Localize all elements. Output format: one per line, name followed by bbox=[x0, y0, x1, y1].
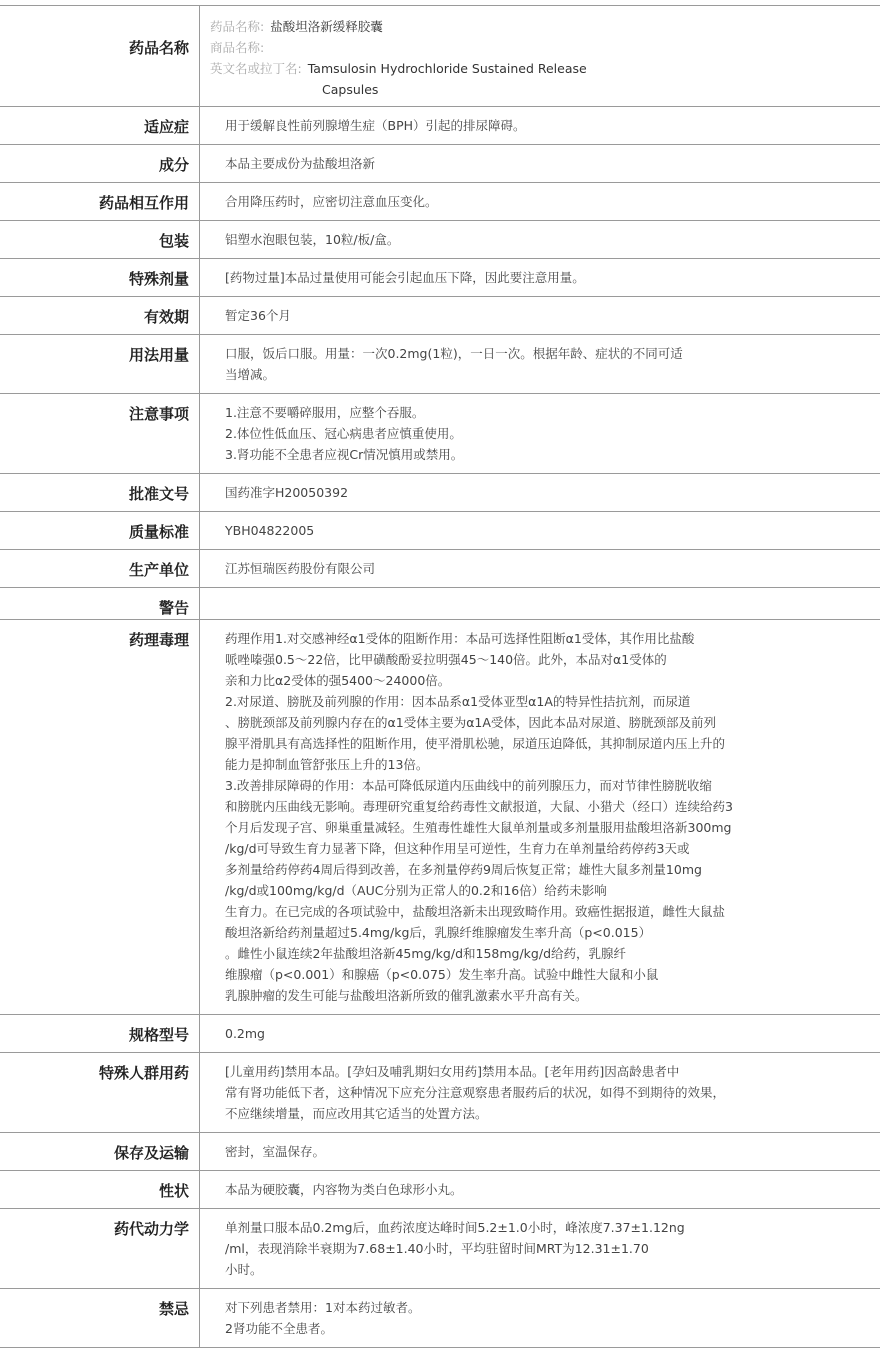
row-label: 注意事项 bbox=[0, 394, 200, 473]
row-label: 成分 bbox=[0, 145, 200, 182]
row-pharmacology bbox=[0, 620, 880, 1015]
row-drug-name bbox=[0, 6, 880, 107]
row-value bbox=[200, 145, 880, 182]
row-label: 规格型号 bbox=[0, 1015, 200, 1052]
row-value bbox=[200, 6, 880, 106]
row-value bbox=[200, 1289, 880, 1347]
row-overdose bbox=[0, 259, 880, 297]
row-value bbox=[200, 107, 880, 144]
value-line: 。雌性小鼠连续2年盐酸坦洛新45mg/kg/d和158mg/kg/d给药，乳腺纤 bbox=[225, 946, 627, 961]
value-line: 铝塑水泡眼包装，10粒/板/盒。 bbox=[225, 232, 400, 247]
value-line: 单剂量口服本品0.2mg后，血药浓度达峰时间5.2±1.0小时，峰浓度7.37±1.12ng bbox=[225, 1220, 685, 1235]
row-value bbox=[200, 183, 880, 220]
value-line: /kg/d可导致生育力显著下降，但这种作用呈可逆性，生育力在单剂量给药停药3天或 bbox=[225, 841, 690, 856]
value-line: 哌唑嗪强0.5～22倍，比甲磺酸酚妥拉明强45～140倍。此外，本品对α1受体的 bbox=[225, 652, 667, 667]
value-line: 腺平滑肌具有高选择性的阻断作用，使平滑肌松驰，尿道压迫降低，其抑制尿道内压上升的 bbox=[225, 736, 726, 751]
row-label: 包装 bbox=[0, 221, 200, 258]
value-line: 0.2mg bbox=[225, 1026, 265, 1041]
row-label: 药代动力学 bbox=[0, 1209, 200, 1288]
value-line: 2.体位性低血压、冠心病患者应慎重使用。 bbox=[225, 426, 462, 441]
value-line: 常有肾功能低下者，这种情况下应充分注意观察患者服药后的状况，如得不到期待的效果， bbox=[225, 1085, 726, 1100]
value-line: 亲和力比α2受体的强5400～24000倍。 bbox=[225, 673, 451, 688]
value-line: 2.对尿道、膀胱及前列腺的作用：因本品系α1受体亚型α1A的特异性拮抗剂，而尿道 bbox=[225, 694, 691, 709]
row-special-groups bbox=[0, 1053, 880, 1133]
row-label: 禁忌 bbox=[0, 1289, 200, 1347]
row-label: 批准文号 bbox=[0, 474, 200, 511]
value-line: YBH04822005 bbox=[225, 523, 315, 538]
row-label: 适应症 bbox=[0, 107, 200, 144]
value-line: 3.肾功能不全患者应视Cr情况慎用或禁用。 bbox=[225, 447, 464, 462]
row-label: 特殊剂量 bbox=[0, 259, 200, 296]
row-label: 用法用量 bbox=[0, 335, 200, 393]
row-value bbox=[200, 1053, 880, 1132]
row-label: 质量标准 bbox=[0, 512, 200, 549]
value-line: 暂定36个月 bbox=[225, 308, 291, 323]
value-line: 和膀胱内压曲线无影响。毒理研究重复给药毒性文献报道，大鼠、小猎犬（经口）连续给药3 bbox=[225, 799, 733, 814]
row-dosage bbox=[0, 335, 880, 394]
value-line: 维腺瘤（p<0.001）和腺癌（p<0.075）发生率升高。试验中雌性大鼠和小鼠 bbox=[225, 967, 659, 982]
row-interaction bbox=[0, 183, 880, 221]
row-appearance bbox=[0, 1171, 880, 1209]
row-value bbox=[200, 259, 880, 296]
row-approval bbox=[0, 474, 880, 512]
row-label: 保存及运输 bbox=[0, 1133, 200, 1170]
row-value bbox=[200, 1171, 880, 1208]
drug-name-value: 盐酸坦洛新缓释胶囊 bbox=[270, 19, 383, 34]
value-line: 、膀胱颈部及前列腺内存在的α1受体主要为α1A受体，因此本品对尿道、膀胱颈部及前列 bbox=[225, 715, 716, 730]
row-value bbox=[200, 620, 880, 1014]
row-value bbox=[200, 550, 880, 587]
value-line: 多剂量给药停药4周后得到改善，在多剂量停药9周后恢复正常；雄性大鼠多剂量10mg bbox=[225, 862, 702, 877]
row-value bbox=[200, 394, 880, 473]
value-line: 密封，室温保存。 bbox=[225, 1144, 326, 1159]
value-line: 合用降压药时，应密切注意血压变化。 bbox=[225, 194, 438, 209]
english-name-value: Tamsulosin Hydrochloride Sustained Release bbox=[307, 61, 587, 76]
value-line: 本品为硬胶囊，内容物为类白色球形小丸。 bbox=[225, 1182, 463, 1197]
row-indication bbox=[0, 107, 880, 145]
row-label: 特殊人群用药 bbox=[0, 1053, 200, 1132]
row-value bbox=[200, 512, 880, 549]
value-line: 1.注意不要嚼碎服用，应整个吞服。 bbox=[225, 405, 425, 420]
value-line: 个月后发现子宫、卵巢重量减轻。生殖毒性雄性大鼠单剂量或多剂量服用盐酸坦洛新300mg bbox=[225, 820, 732, 835]
field-key: 药品名称: bbox=[210, 19, 265, 34]
row-storage bbox=[0, 1133, 880, 1171]
row-value bbox=[200, 1209, 880, 1288]
value-line: 乳腺肿瘤的发生可能与盐酸坦洛新所致的催乳激素水平升高有关。 bbox=[225, 988, 588, 1003]
drug-info-table bbox=[0, 5, 880, 1348]
row-label: 有效期 bbox=[0, 297, 200, 334]
row-package bbox=[0, 221, 880, 259]
row-contraindications bbox=[0, 1289, 880, 1348]
row-value bbox=[200, 335, 880, 393]
value-line: [药物过量]本品过量使用可能会引起血压下降，因此要注意用量。 bbox=[225, 270, 585, 285]
row-label: 药品相互作用 bbox=[0, 183, 200, 220]
value-line: 2肾功能不全患者。 bbox=[225, 1321, 333, 1336]
row-value bbox=[200, 221, 880, 258]
row-value bbox=[200, 297, 880, 334]
row-label: 药理毒理 bbox=[0, 620, 200, 1014]
row-value bbox=[200, 1133, 880, 1170]
value-line: 口服，饭后口服。用量：一次0.2mg(1粒)，一日一次。根据年龄、症状的不同可适 bbox=[225, 346, 683, 361]
row-label: 警告 bbox=[0, 588, 200, 619]
value-line: 药理作用1.对交感神经α1受体的阻断作用：本品可选择性阻断α1受体，其作用比盐酸 bbox=[225, 631, 695, 646]
value-line: 用于缓解良性前列腺增生症（BPH）引起的排尿障碍。 bbox=[225, 118, 526, 133]
row-label: 药品名称 bbox=[0, 6, 200, 106]
row-standard bbox=[0, 512, 880, 550]
row-value bbox=[200, 1015, 880, 1052]
value-line: 生育力。在已完成的各项试验中，盐酸坦洛新未出现致畸作用。致癌性据报道，雌性大鼠盐 bbox=[225, 904, 726, 919]
row-warning bbox=[0, 588, 880, 620]
value-line: 小时。 bbox=[225, 1262, 263, 1277]
value-line: 对下列患者禁用：1对本药过敏者。 bbox=[225, 1300, 421, 1315]
value-line: 3.改善排尿障碍的作用：本品可降低尿道内压曲线中的前列腺压力，而对节律性膀胱收缩 bbox=[225, 778, 712, 793]
row-value bbox=[200, 588, 880, 619]
row-ingredient bbox=[0, 145, 880, 183]
row-spec bbox=[0, 1015, 880, 1053]
value-line: 不应继续增量，而应改用其它适当的处置方法。 bbox=[225, 1106, 488, 1121]
row-label: 性状 bbox=[0, 1171, 200, 1208]
value-line: 本品主要成份为盐酸坦洛新 bbox=[225, 156, 376, 171]
row-manufacturer bbox=[0, 550, 880, 588]
value-line: 能力是抑制血管舒张压上升的13倍。 bbox=[225, 757, 429, 772]
value-line: /ml，表现消除半衰期为7.68±1.40小时，平均驻留时间MRT为12.31±1.70 bbox=[225, 1241, 649, 1256]
english-name-value-cont: Capsules bbox=[322, 82, 379, 97]
row-value bbox=[200, 474, 880, 511]
value-line: /kg/d或100mg/kg/d（AUC分别为正常人的0.2和16倍）给药未影响 bbox=[225, 883, 607, 898]
value-line: [儿童用药]禁用本品。[孕妇及哺乳期妇女用药]禁用本品。[老年用药]因高龄患者中 bbox=[225, 1064, 680, 1079]
row-pharmacokinetics bbox=[0, 1209, 880, 1289]
value-line: 江苏恒瑞医药股份有限公司 bbox=[225, 561, 376, 576]
row-precautions bbox=[0, 394, 880, 474]
value-line: 当增减。 bbox=[225, 367, 276, 382]
field-key: 商品名称: bbox=[210, 40, 265, 55]
field-key: 英文名或拉丁名: bbox=[210, 61, 302, 76]
row-label: 生产单位 bbox=[0, 550, 200, 587]
value-line: 酸坦洛新给药剂量超过5.4mg/kg后，乳腺纤维腺瘤发生率升高（p<0.015） bbox=[225, 925, 652, 940]
value-line: 国药准字H20050392 bbox=[225, 485, 349, 500]
row-validity bbox=[0, 297, 880, 335]
